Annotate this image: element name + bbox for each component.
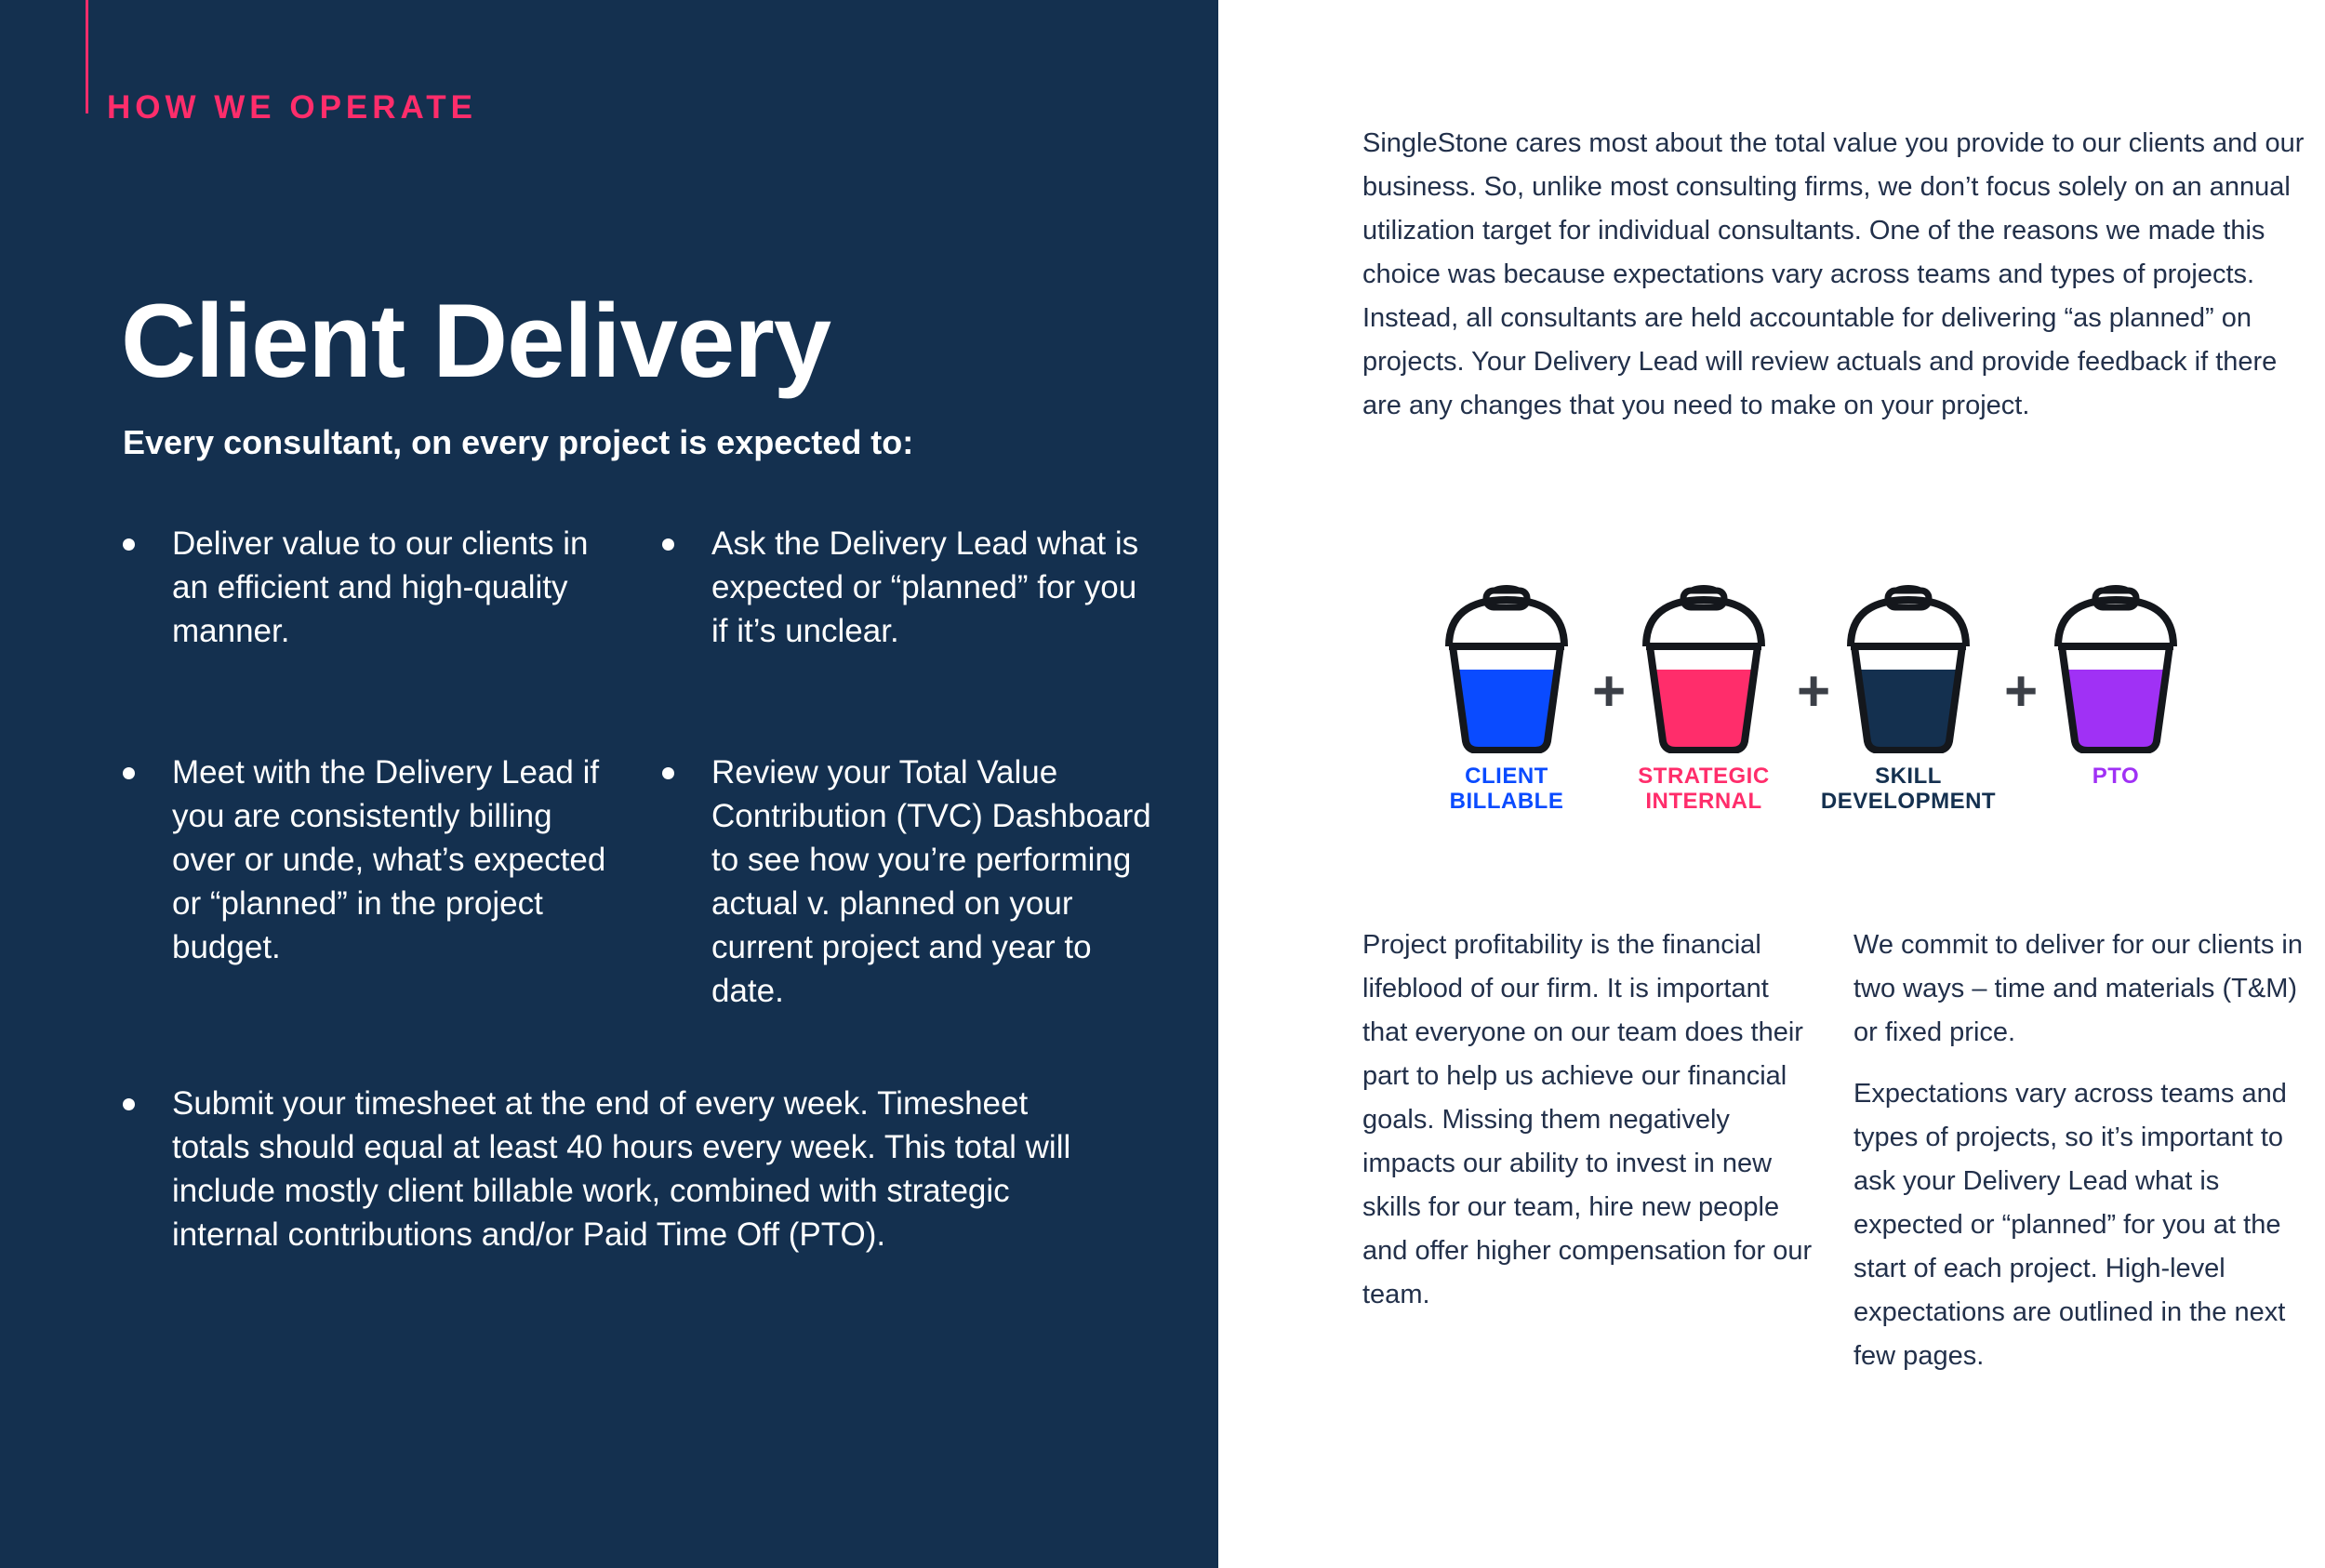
bullet-item [123, 522, 606, 653]
bucket-icon [1843, 581, 1973, 753]
profitability-paragraph: Project profitability is the financial lifeblood of our firm. It is important that everyone on our team does their part to help us achieve our financial goals. Missing them negatively impacts our ability to invest in new skills for our team, hire new people and offer higher compensation for our team. [1362, 930, 1813, 1309]
bucket-client-billable [1432, 581, 1581, 832]
bullet-text: Deliver value to our clients in an efficient and high-quality manner. [172, 525, 589, 649]
bullet-item [123, 1082, 1109, 1256]
bucket-pto [2041, 581, 2190, 832]
bullet-dot [123, 767, 135, 779]
bullet-text: Ask the Delivery Lead what is expected or “planned” for you if it’s unclear. [711, 525, 1139, 649]
bucket-fill [1860, 670, 1957, 749]
bullet-dot [123, 1098, 135, 1110]
bullet-text: Review your Total Value Contribution (TVC) Dashboard to see how you’re performing actual v. planned on your current project and year to date. [711, 754, 1151, 1009]
bullet-dot [662, 538, 674, 551]
bucket-diagram [1432, 581, 2204, 832]
bullet-dot [662, 767, 674, 779]
intro-text: Every consultant, on every project is expected to: [123, 423, 914, 461]
bucket-strategic-internal [1629, 581, 1778, 832]
bucket-fill [1458, 670, 1555, 749]
commit-paragraph: We commit to deliver for our clients in two ways – time and materials (T&M) or fixed price. [1853, 930, 2303, 1047]
bucket-label: CLIENT BILLABLE [1449, 764, 1564, 814]
bullet-item [662, 522, 1146, 653]
section-label: HOW WE OPERATE [107, 89, 477, 126]
bullet-item [662, 751, 1155, 1013]
plus-sign: + [2004, 659, 2039, 724]
bucket-icon [1442, 581, 1572, 753]
bucket-fill [1655, 670, 1752, 749]
bucket-skill-development [1820, 581, 1997, 832]
page-title: Client Delivery [121, 283, 831, 399]
bucket-label: STRATEGIC INTERNAL [1638, 764, 1770, 814]
value-intro-paragraph: SingleStone cares most about the total value you provide to our clients and our business. So, unlike most consulting firms, we don’t focus solely on an annual utilization target for individual consultants. One of the reasons we made this choice was because expectations vary across teams and types of projects. Instead, all consultants are held accountable for delivering “as planned” on projects. Your Delivery Lead will review actuals and provide feedback if there are any changes that you need to make on your project. [1362, 128, 2305, 420]
expectations-paragraph: Expectations vary across teams and types of projects, so it’s important to ask your Delivery Lead what is expected or “planned” for you at the start of each project. High-level expectations are outlined in the next few pages. [1853, 1079, 2287, 1371]
bullet-dot [123, 538, 135, 551]
bucket-icon [2051, 581, 2181, 753]
bucket-icon [1639, 581, 1769, 753]
bullet-text: Submit your timesheet at the end of every week. Timesheet totals should equal at least 40 hours every week. This total will include mostly client billable work, combined with strategic internal contributions and/or Paid Time Off (PTO). [172, 1085, 1071, 1253]
bucket-label: SKILL DEVELOPMENT [1820, 764, 1997, 814]
bucket-fill [2067, 670, 2164, 749]
bullet-text: Meet with the Delivery Lead if you are consistently billing over or unde, what’s expected or “planned” in the project budget. [172, 754, 606, 965]
plus-sign: + [1797, 659, 1831, 724]
bucket-label: PTO [2092, 764, 2140, 789]
bullet-item [123, 751, 606, 969]
plus-sign: + [1592, 659, 1627, 724]
accent-line [86, 0, 88, 113]
